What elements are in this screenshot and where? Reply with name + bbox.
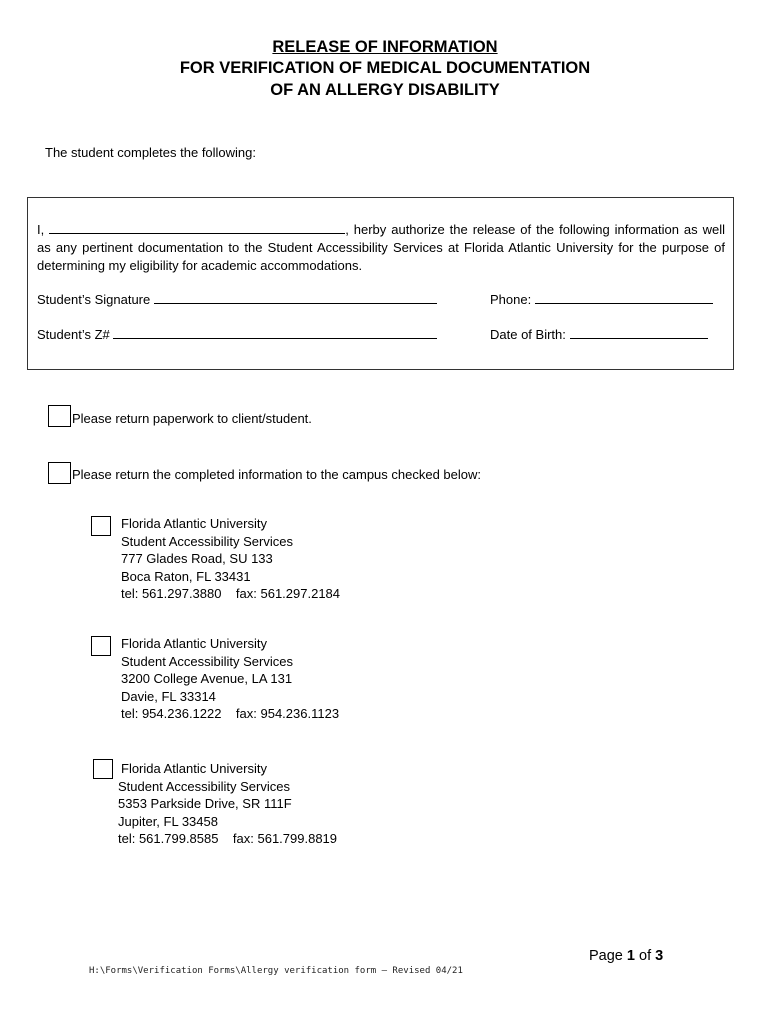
campus-davie-checkbox[interactable] xyxy=(91,636,111,656)
date-of-birth-field xyxy=(490,326,708,342)
signature-line[interactable] xyxy=(154,291,437,304)
z-number-field xyxy=(37,326,437,342)
authorization-box xyxy=(27,197,734,370)
page-word: Page xyxy=(589,948,623,964)
campus-street: 3200 College Avenue, LA 131 xyxy=(121,671,293,686)
campus-jupiter-checkbox[interactable] xyxy=(93,759,113,779)
student-name-line[interactable] xyxy=(49,221,345,234)
campus-office: Student Accessibility Services xyxy=(121,653,293,669)
form-title: RELEASE OF INFORMATION xyxy=(272,38,498,56)
campus-contact: tel: 561.799.8585 fax: 561.799.8819 xyxy=(118,831,338,846)
phone-field xyxy=(490,291,713,307)
campus-university: Florida Atlantic University xyxy=(121,516,267,531)
campus-city: Boca Raton, FL 33431 xyxy=(121,568,251,584)
return-to-campus-checkbox[interactable] xyxy=(48,462,71,484)
z-number-label: Student’s Z# xyxy=(37,327,110,342)
page-number xyxy=(589,948,663,964)
page-of: of xyxy=(639,948,652,964)
authorization-text: , herby authorize the release of the following information as well as any pertinent documentation to the Student Accessibility Services at Florida Atlantic University for the purpose of determining my eligibility for academic accommodations. xyxy=(37,222,725,273)
page-total: 3 xyxy=(655,948,664,964)
authorization-paragraph xyxy=(37,221,725,275)
campus-office: Student Accessibility Services xyxy=(118,778,290,794)
campus-street: 5353 Parkside Drive, SR 111F xyxy=(118,796,292,811)
campus-contact: tel: 954.236.1222 fax: 954.236.1123 xyxy=(121,706,340,721)
form-subtitle-line-2: OF AN ALLERGY DISABILITY xyxy=(270,81,500,99)
campus-davie-address xyxy=(121,635,339,723)
intro-text: The student completes the following: xyxy=(45,145,257,160)
campus-city: Davie, FL 33314 xyxy=(121,688,216,704)
form-subtitle-line-1: FOR VERIFICATION OF MEDICAL DOCUMENTATION xyxy=(179,59,591,77)
phone-line[interactable] xyxy=(535,291,713,304)
campus-city: Jupiter, FL 33458 xyxy=(118,813,218,829)
date-of-birth-label: Date of Birth: xyxy=(490,327,566,342)
page-current: 1 xyxy=(626,948,635,964)
phone-label: Phone: xyxy=(490,292,532,307)
campus-boca-raton-checkbox[interactable] xyxy=(91,516,111,536)
campus-jupiter-address xyxy=(118,760,337,848)
campus-contact: tel: 561.297.3880 fax: 561.297.2184 xyxy=(121,586,341,601)
date-of-birth-line[interactable] xyxy=(570,326,708,339)
return-to-student-checkbox[interactable] xyxy=(48,405,71,427)
z-number-line[interactable] xyxy=(113,326,437,339)
campus-office: Student Accessibility Services xyxy=(121,533,293,549)
return-to-campus-label: Please return the completed information to the campus checked below: xyxy=(72,467,482,482)
authorization-prefix: I, xyxy=(37,222,50,237)
campus-university: Florida Atlantic University xyxy=(121,761,267,776)
footer-file-path: H:\Forms\Verification Forms\Allergy verification form – Revised 04/21 xyxy=(89,966,463,976)
campus-boca-raton-address xyxy=(121,515,340,603)
campus-street: 777 Glades Road, SU 133 xyxy=(121,551,273,566)
return-to-student-label: Please return paperwork to client/student. xyxy=(72,411,312,426)
campus-university: Florida Atlantic University xyxy=(121,636,267,651)
signature-field xyxy=(37,291,437,307)
signature-label: Student’s Signature xyxy=(37,292,151,307)
